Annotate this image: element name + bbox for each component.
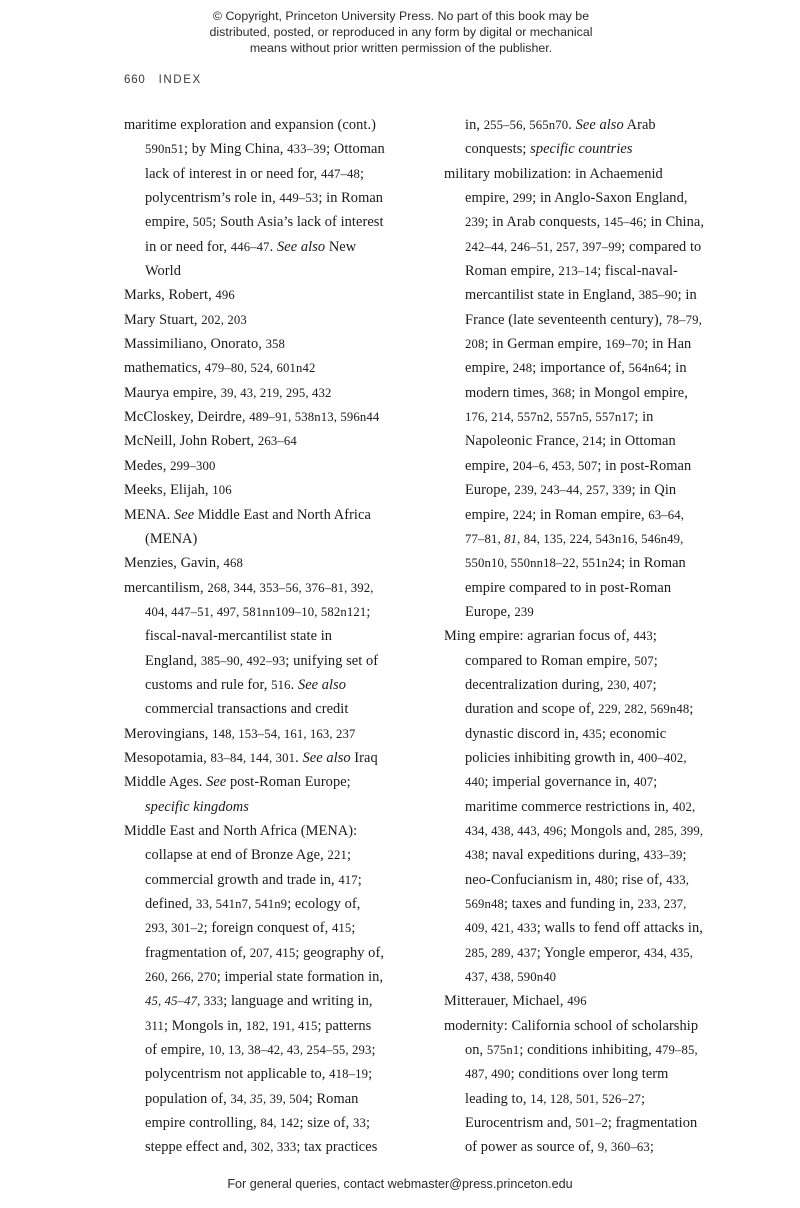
entry-modernity: modernity: California school of scholarship on, 575n1; conditions inhibiting, 479–85, 487, 490; conditions over long term leading to, 14, 128, 501, 526–27; Eurocentrism and, 501–2; fragmentation of power as source of, 9, 360–63; — [444, 1017, 699, 1156]
entry-mcneill-john-robert: McNeill, John Robert, 263–64 — [124, 433, 297, 450]
copyright-line-3: means without prior written permission of the publisher. — [249, 41, 553, 56]
running-head — [124, 74, 202, 86]
entry-mesopotamia: Mesopotamia, 83–84, 144, 301. See also Iraq — [124, 749, 378, 766]
entry-ming-empire: Ming empire: agrarian focus of, 443; compared to Roman empire, 507; decentralization during, 230, 407; duration and scope of, 229, 282, 569n48; dynastic discord in, 435; economic policies inhibiting growth in, 400–402, 440; imperial governance in, 407; maritime commerce restrictions in, 402, 434, 438, 443, 496; Mongols and, 285, 399, 438; naval expeditions during, 433–39; neo-Confucianism in, 480; rise of, 433, 569n48; taxes and funding in, 233, 237, 409, 421, 433; walls to fend off attacks in, 285, 289, 437; Yongle emperor, 434, 435, 437, 438, 590n40 — [444, 628, 704, 985]
copyright-line-1: © Copyright, Princeton University Press. No part of this book may be — [212, 9, 590, 23]
entry-mathematics: mathematics, 479–80, 524, 601n42 — [124, 360, 316, 377]
entry-military-mobilization: military mobilization: in Achaemenid empire, 299; in Anglo-Saxon England, 239; in Arab conquests, 145–46; in China, 242–44, 246–51, 257, 397–99; compared to Roman empire, 213–14; fiscal-naval-mercantilist state in England, 385–90; in France (late seventeenth century), 78–79, 208; in German empire, 169–70; in Han empire, 248; importance of, 564n64; in modern times, 368; in Mongol empire, 176, 214, 557n2, 557n5, 557n17; in Napoleonic France, 214; in Ottoman empire, 204–6, 453, 507; in post-Roman Europe, 239, 243–44, 257, 339; in Qin empire, 224; in Roman empire, 63–64, 77–81, 81, 84, 135, 224, 543n16, 546n49, 550n10, 550nn18–22, 551n24; in Roman empire compared to in post-Roman Europe, 239 — [444, 165, 705, 620]
entry-meeks-elijah: Meeks, Elijah, 106 — [124, 482, 232, 499]
index-body — [124, 113, 705, 1156]
entry-menzies-gavin: Menzies, Gavin, 468 — [124, 555, 243, 572]
entry-mena-cross-reference: MENA. See Middle East and North Africa (MENA) — [124, 506, 371, 547]
entry-maritime-exploration-cont: maritime exploration and expansion (cont.) 590n51; by Ming China, 433–39; Ottoman lack of interest in or need for, 447–48; polycentrism’s role in, 449–53; in Roman empire, 505; South Asia’s lack of interest in or need for, 446–47. See also New World — [124, 117, 385, 280]
entry-mena-continued: in, 255–56, 565n70. See also Arab conquests; specific countries — [465, 117, 656, 158]
page-footer: For general queries, contact webmaster@press.princeton.edu — [227, 1177, 573, 1191]
copyright-notice — [176, 8, 626, 57]
entry-middle-ages: Middle Ages. See post-Roman Europe; specific kingdoms — [124, 774, 351, 815]
entry-mitterauer-michael: Mitterauer, Michael, 496 — [444, 993, 587, 1010]
entry-middle-east-north-africa: Middle East and North Africa (MENA): collapse at end of Bronze Age, 221; commercial growth and trade in, 417; defined, 33, 541n7, 541n9; ecology of, 293, 301–2; foreign conquest of, 415; fragmentation of, 207, 415; geography of, 260, 266, 270; imperial state formation in, 45, 45–47, 333; language and writing in, 311; Mongols in, 182, 191, 415; patterns of empire, 10, 13, 38–42, 43, 254–55, 293; polycentrism not applicable to, 418–19; population of, 34, 35, 39, 504; Roman empire controlling, 84, 142; size of, 33; steppe effect and, 302, 333; tax practices — [124, 822, 384, 1156]
entry-medes: Medes, 299–300 — [124, 457, 216, 474]
entry-mercantilism: mercantilism, 268, 344, 353–56, 376–81, 392, 404, 447–51, 497, 581nn109–10, 582n121; fiscal-naval-mercantilist state in England, 385–90, 492–93; unifying set of customs and rule for, 516. See also commercial transactions and credit — [124, 579, 379, 718]
running-head-title: INDEX — [158, 74, 202, 86]
entry-marks-robert: Marks, Robert, 496 — [124, 287, 235, 304]
index-column-left — [124, 113, 386, 1160]
page-folio-number: 660 — [124, 74, 146, 86]
index-column-right — [444, 113, 706, 1160]
entry-maurya-empire: Maurya empire, 39, 43, 219, 295, 432 — [124, 384, 332, 401]
copyright-line-2: distributed, posted, or reproduced in any form by digital or mechanical — [209, 25, 593, 40]
entry-merovingians: Merovingians, 148, 153–54, 161, 163, 237 — [124, 725, 356, 742]
entry-massimiliano-onorato: Massimiliano, Onorato, 358 — [124, 336, 286, 353]
entry-mccloskey-deirdre: McCloskey, Deirdre, 489–91, 538n13, 596n44 — [124, 409, 380, 426]
entry-mary-stuart: Mary Stuart, 202, 203 — [124, 311, 247, 328]
